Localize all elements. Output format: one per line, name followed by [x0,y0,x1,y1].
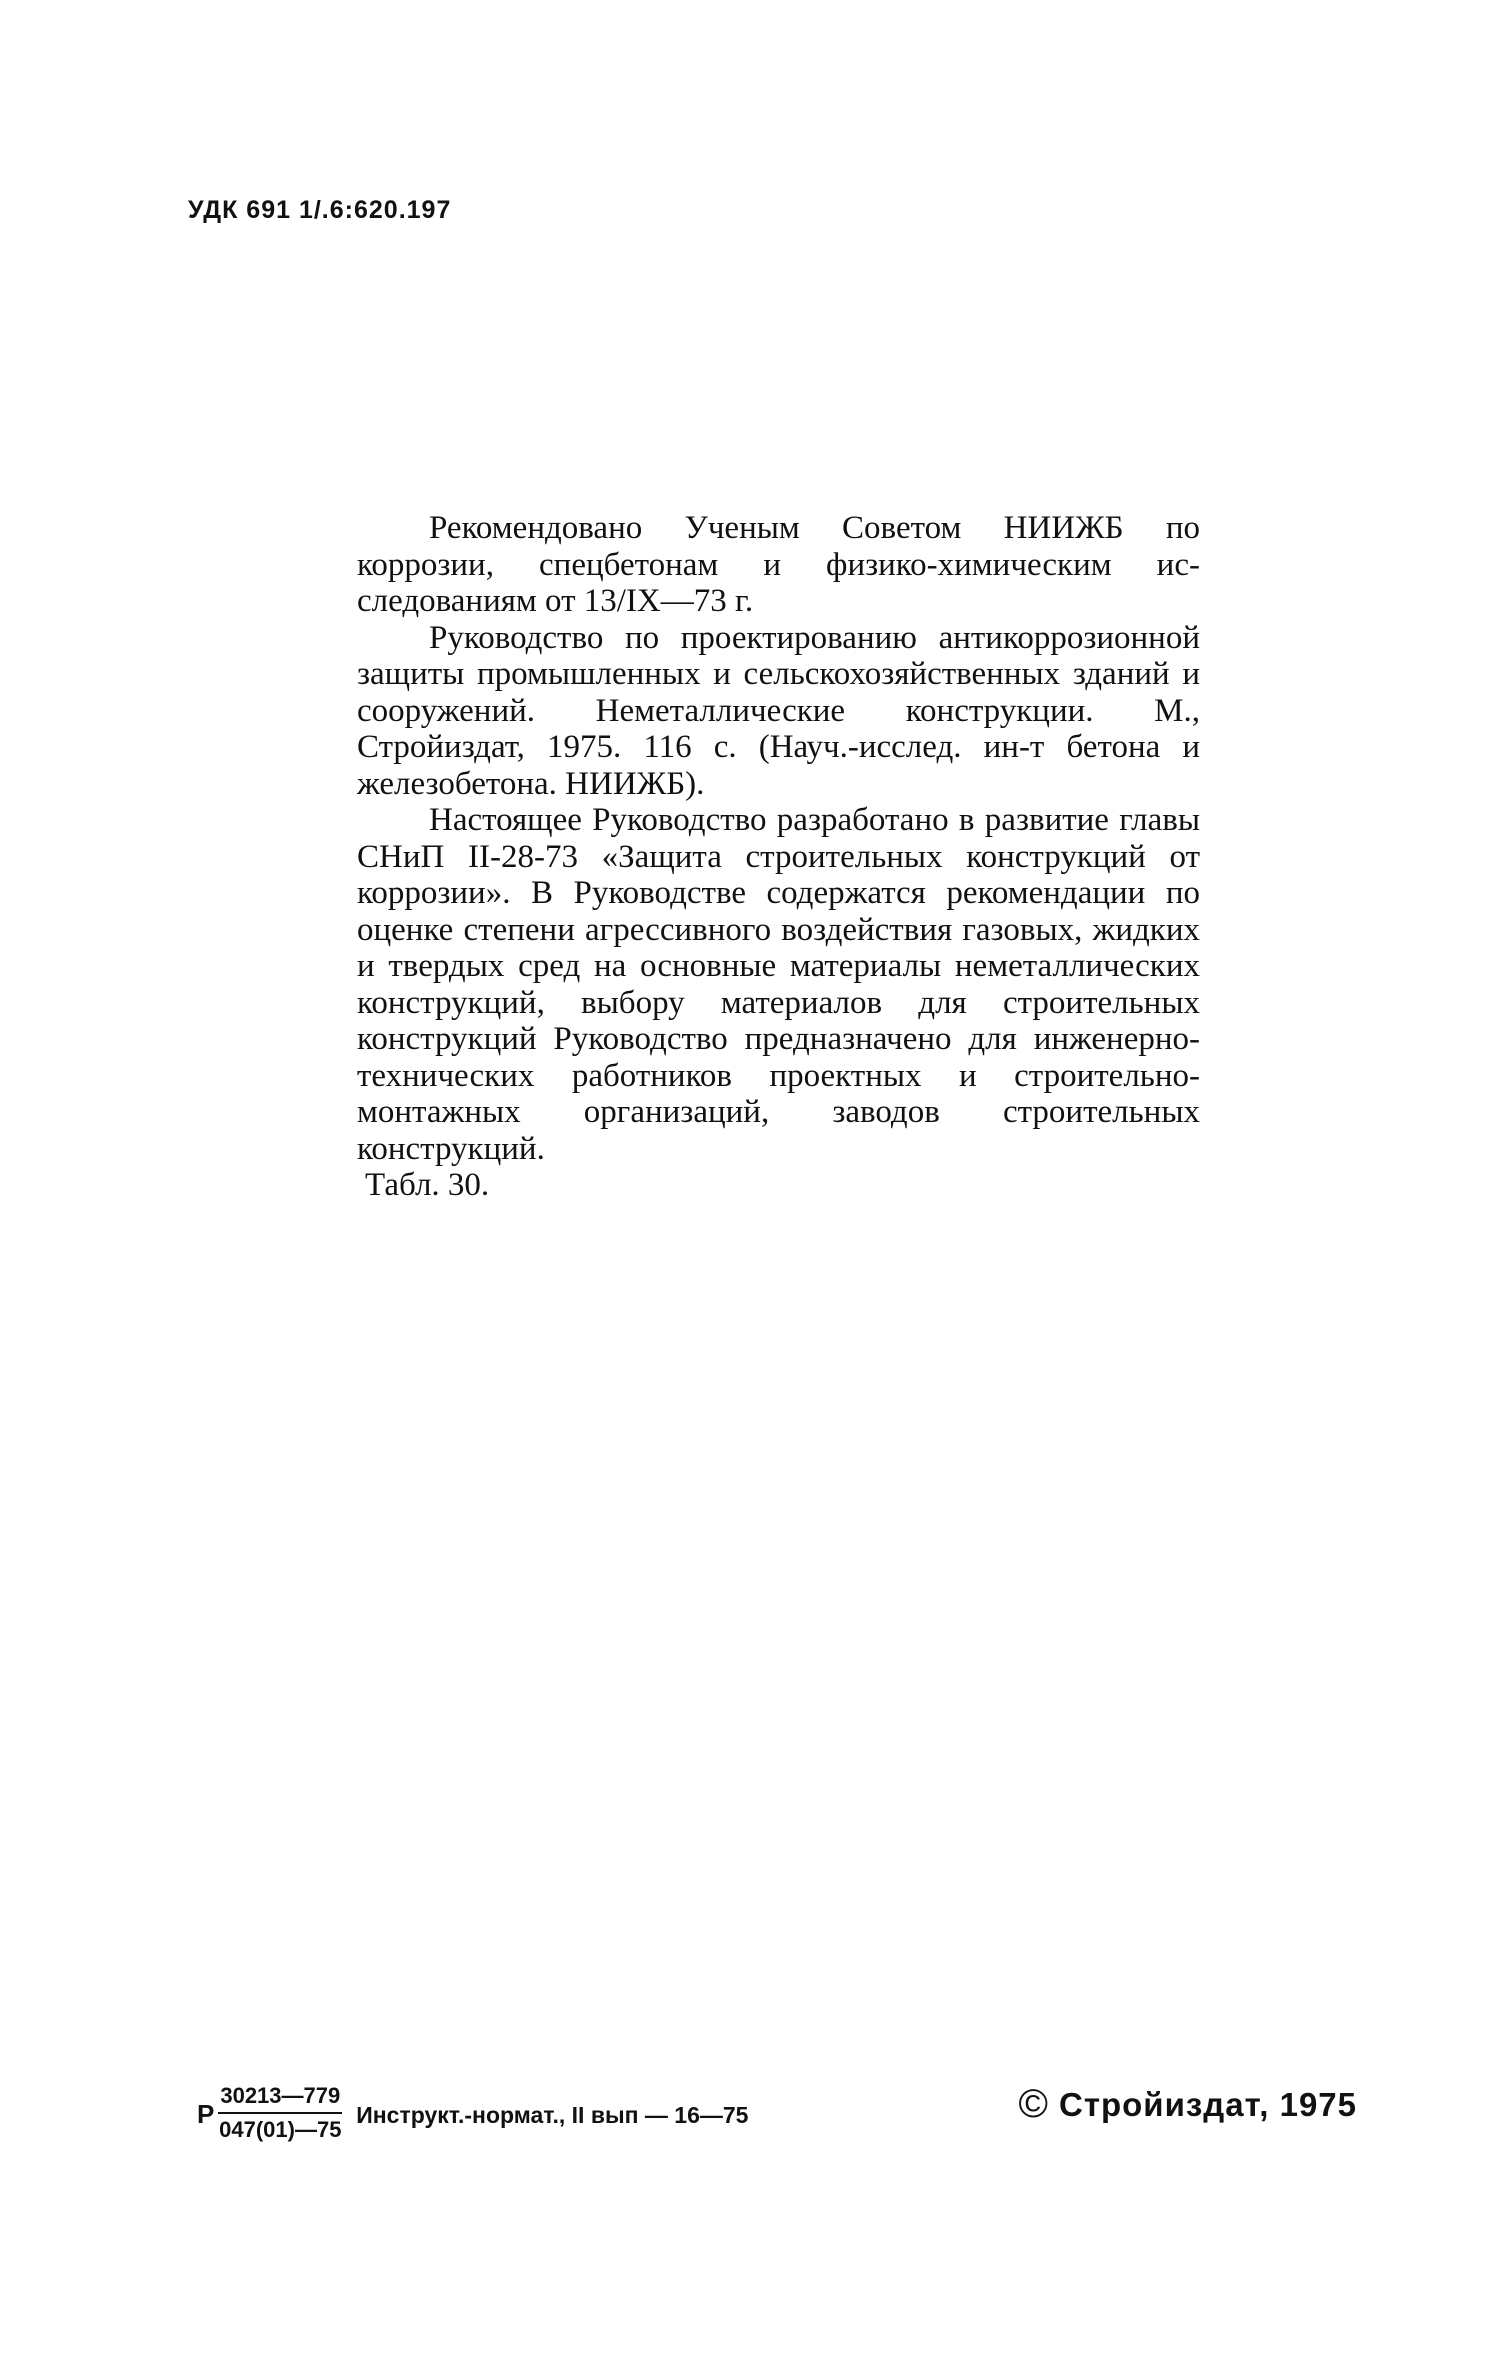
code-fraction [218,2082,342,2144]
copyright-notice [1019,2082,1358,2127]
udk-code: УДК 691 1/.6:620.197 [188,196,452,224]
copyright-text: Стройиздат, 1975 [1058,2085,1357,2123]
code-numerator: 30213—779 [218,2082,342,2114]
tables-count: Табл. 30. [365,1167,490,1203]
publication-code [197,2082,748,2144]
code-prefix: Р [197,2098,215,2129]
edition-info: Инструкт.-нормат., II вып — 16—75 [356,2101,749,2128]
imprint-footer [197,2082,1357,2172]
annotation-block [357,510,1200,1204]
recommendation-paragraph: Рекомендовано Ученым Советом НИИЖБ по коррозии, спецбетонам и физико-химическим исследованиям от 13/IX—73 г. [357,510,1200,619]
code-denominator: 047(01)—75 [219,2117,342,2142]
bibliographic-paragraph: Руководство по проектированию антикоррозионной защиты промышленных и сельскохозяйственных зданий и сооружений. Неметаллические конструкции. М., Стройиздат, 1975. 116 с. (Науч.-исслед. ин-т бетона и железобетона. НИИЖБ). [357,619,1200,802]
description-paragraph: Настоящее Руководство разработано в развитие главы СНиП II-28-73 «Защита строительных конструкций от коррозии». В Руководстве содержатся рекомендации по оценке степени агрессивного воздействия газовых, жидких и твердых сред на основные материалы неметаллических конструкций, выбору материалов для строительных конструкций Руководство предназначено для инженерно-технических работников проектных и строительно-монтажных организаций, заводов строительных конструкций. [357,802,1200,1167]
copyright-icon: © [1018,2082,1049,2126]
